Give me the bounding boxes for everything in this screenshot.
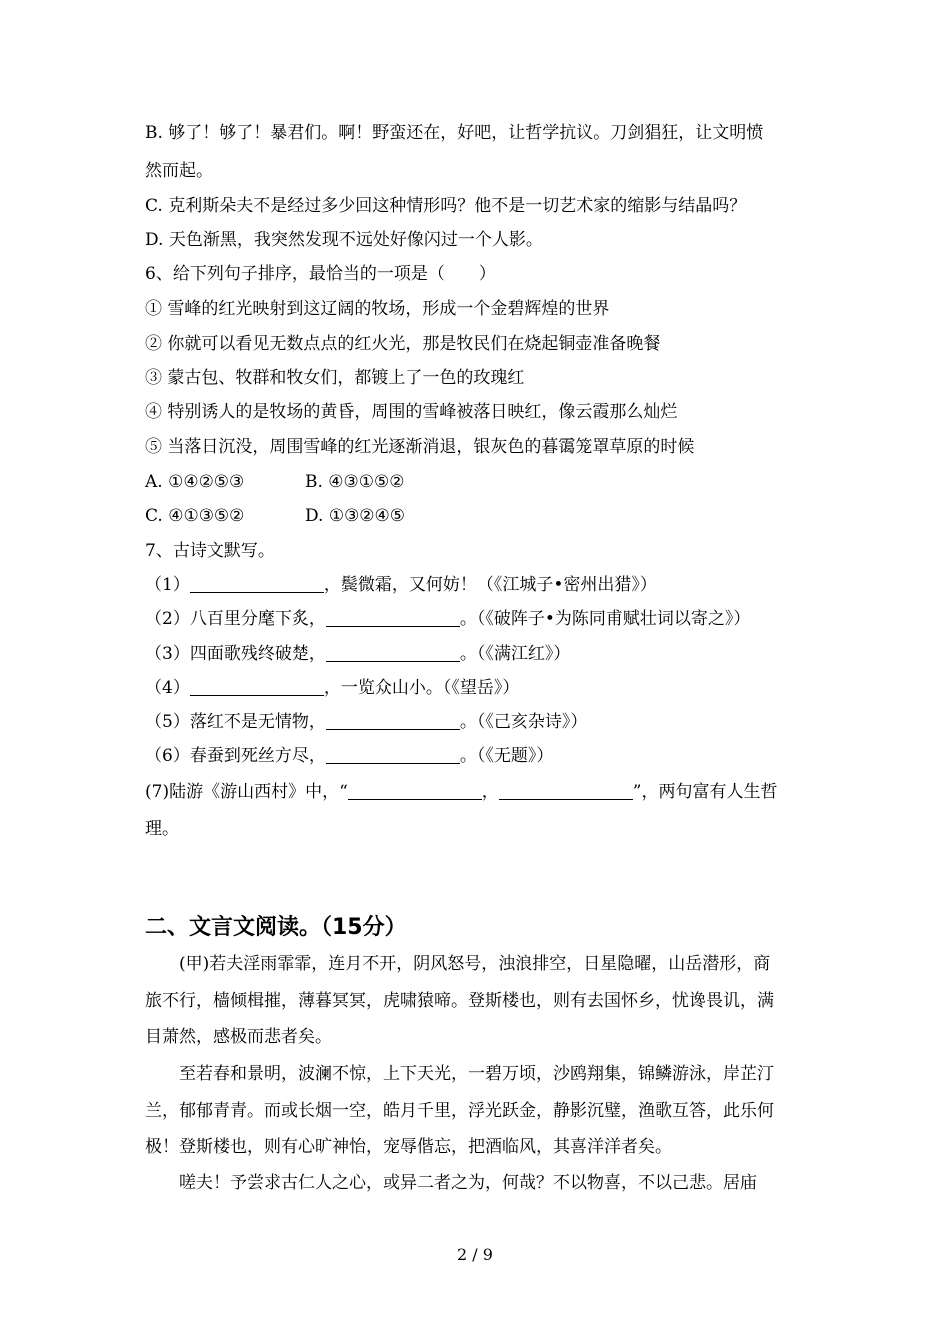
answer-row-2: [145, 505, 405, 527]
question-6: 6、给下列句子排序，最恰当的一项是（ ）: [145, 264, 496, 284]
poem-item-3: [145, 643, 570, 665]
sentence-1: ① 雪峰的红光映射到这辽阔的牧场，形成一个金碧辉煌的世界: [145, 299, 610, 319]
poem-item-4: [145, 677, 519, 699]
poem-item-4-prefix: （4）: [145, 678, 190, 698]
answer-blank[interactable]: [499, 783, 633, 800]
poem-item-6-prefix: （6）春蚕到死丝方尽，: [145, 746, 326, 766]
answer-b: B. ④③①⑤②: [305, 472, 405, 492]
answer-blank[interactable]: [326, 713, 460, 730]
passage-para-1-line-1: (甲)若夫淫雨霏霏，连月不开，阴风怒号，浊浪排空，日星隐曜，山岳潜形，商: [179, 954, 771, 974]
poem-item-2: [145, 608, 750, 630]
answer-c: C. ④①③⑤②: [145, 506, 245, 526]
sentence-4: ④ 特别诱人的是牧场的黄昏，周围的雪峰被落日映红，像云霞那么灿烂: [145, 402, 678, 422]
poem-item-1-suffix: ，鬓微霜，又何妨！（《江城子•密州出猎》）: [323, 575, 657, 595]
answer-blank[interactable]: [190, 576, 324, 593]
poem-item-7: [145, 781, 777, 803]
answer-blank[interactable]: [348, 783, 482, 800]
answer-blank[interactable]: [190, 679, 324, 696]
passage-para-2-line-3: 极！登斯楼也，则有心旷神怡，宠辱偕忘，把酒临风，其喜洋洋者矣。: [145, 1137, 672, 1157]
passage-para-1-line-3: 目萧然，感极而悲者矣。: [145, 1027, 332, 1047]
poem-item-6: [145, 745, 553, 767]
poem-item-1-prefix: （1）: [145, 575, 190, 595]
question-7: 7、古诗文默写。: [145, 541, 275, 561]
option-b-line-1: B. 够了！够了！暴君们。啊！野蛮还在，好吧，让哲学抗议。刀剑猖狂，让文明愤: [145, 123, 764, 143]
sentence-3: ③ 蒙古包、牧群和牧女们，都镀上了一色的玫瑰红: [145, 368, 525, 388]
answer-d: D. ①③②④⑤: [305, 506, 406, 526]
poem-item-3-suffix: 。（《满江红》）: [459, 644, 571, 664]
answer-blank[interactable]: [326, 610, 460, 627]
passage-para-2-line-2: 兰，郁郁青青。而或长烟一空，皓月千里，浮光跃金，静影沉璧，渔歌互答，此乐何: [145, 1101, 774, 1121]
answer-blank[interactable]: [326, 747, 460, 764]
poem-item-7-cont: 理。: [145, 819, 179, 839]
poem-item-1: [145, 574, 657, 596]
passage-para-2-line-1: 至若春和景明，波澜不惊，上下天光，一碧万顷，沙鸥翔集，锦鳞游泳，岸芷汀: [179, 1064, 774, 1084]
poem-item-5-suffix: 。（《己亥杂诗》）: [459, 712, 588, 732]
poem-item-5-prefix: （5）落红不是无情物，: [145, 712, 326, 732]
option-b-line-2: 然而起。: [145, 161, 213, 181]
passage-para-1-line-2: 旅不行，樯倾楫摧，薄暮冥冥，虎啸猿啼。登斯楼也，则有去国怀乡，忧谗畏讥，满: [145, 991, 774, 1011]
section-title: 二、文言文阅读。（15分）: [145, 915, 407, 940]
poem-item-6-suffix: 。（《无题》）: [459, 746, 554, 766]
poem-item-3-prefix: （3）四面歌残终破楚，: [145, 644, 326, 664]
option-d: D. 天色渐黑，我突然发现不远处好像闪过一个人影。: [145, 230, 543, 250]
page-number: 2 / 9: [457, 1245, 493, 1264]
sentence-2: ② 你就可以看见无数点点的红火光，那是牧民们在烧起铜壶准备晚餐: [145, 334, 661, 354]
option-c: C. 克利斯朵夫不是经过多少回这种情形吗？他不是一切艺术家的缩影与结晶吗？: [145, 196, 747, 216]
poem-item-2-prefix: （2）八百里分麾下炙，: [145, 609, 326, 629]
poem-item-7-prefix: (7)陆游《游山西村》中，“: [145, 782, 348, 802]
poem-item-5: [145, 711, 587, 733]
answer-a: A. ①④②⑤③: [145, 472, 245, 492]
poem-item-7-suffix: ”，两句富有人生哲: [632, 782, 778, 802]
poem-item-7-comma: ，: [481, 782, 499, 802]
answer-row-1: [145, 471, 405, 493]
answer-blank[interactable]: [326, 645, 460, 662]
sentence-5: ⑤ 当落日沉没，周围雪峰的红光逐渐消退，银灰色的暮霭笼罩草原的时候: [145, 437, 695, 457]
poem-item-4-suffix: ，一览众山小。（《望岳》）: [323, 678, 520, 698]
passage-para-3-line-1: 嗟夫！予尝求古仁人之心，或异二者之为，何哉？不以物喜，不以己悲。居庙: [179, 1173, 757, 1193]
poem-item-2-suffix: 。（《破阵子•为陈同甫赋壮词以寄之》）: [459, 609, 751, 629]
